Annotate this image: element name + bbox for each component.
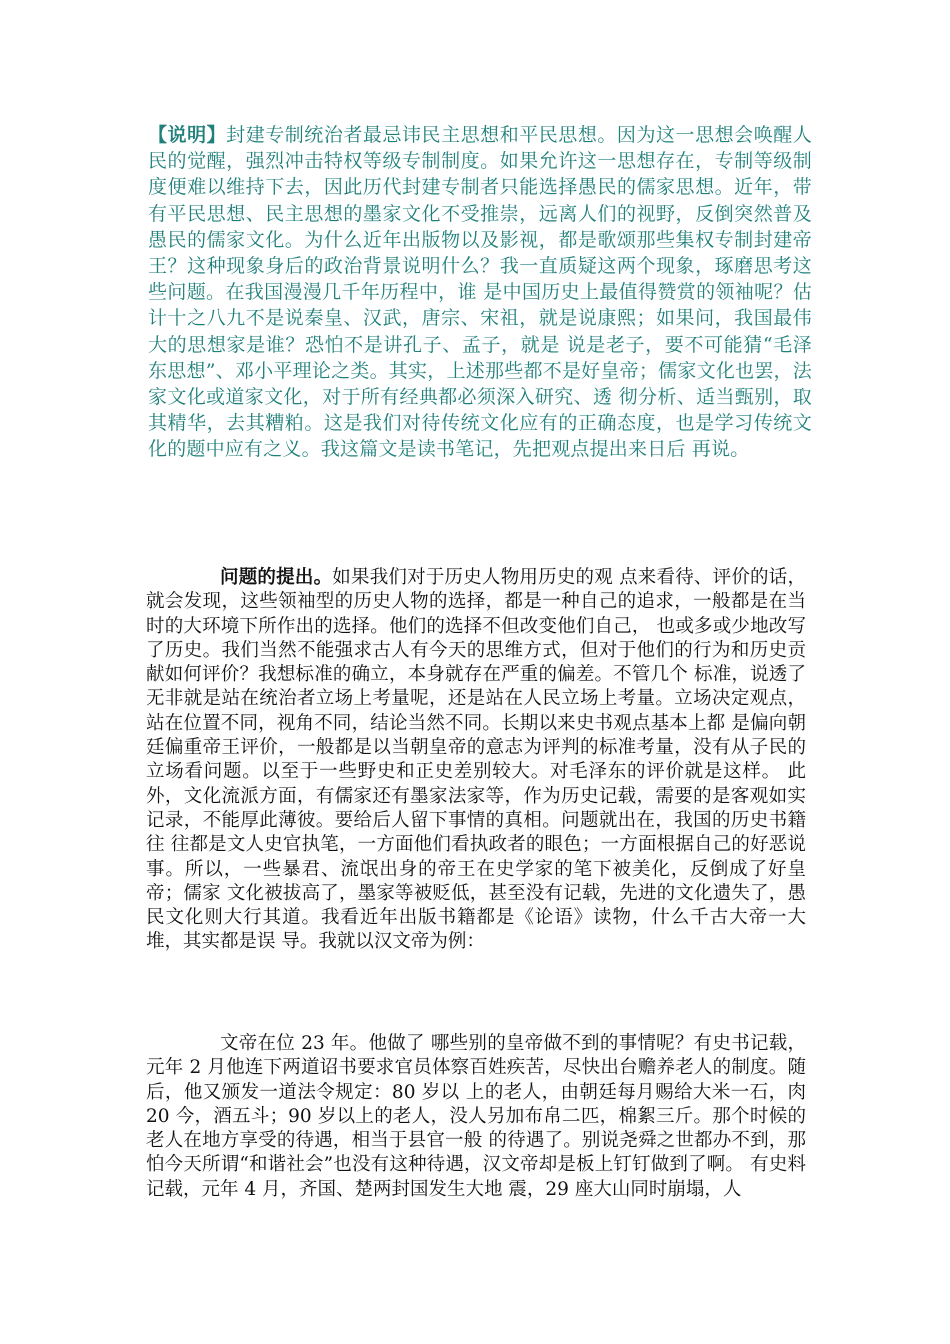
note-text: 封建专制统治者最忌讳民主思想和平民思想。因为这一思想会唤醒人民的觉醒，强烈冲击特权等级专制制度。如果允许这一思想存在，专制等级制度便难以维持下去，因此历代封建专制者只能选择愚民的儒家思想。近年，带有平民思想、民主思想的墨家文化不受推崇，远离人们的视野，反倒突然普及愚民的儒家文化。为什么近年出版物以及影视，都是歌颂那些集权专制封建帝王？这种现象身后的政治背景说明什么？我一直质疑这两个现象，琢磨思考这些问题。在我国漫漫几千年历程中，谁 是中国历史上最值得赞赏的领袖呢？估计十之八九不是说秦皇、汉武，唐宗、宋祖，就是说康熙；如果问，我国最伟大的思想家是谁？恐怕不是讲孔子、孟子，就是 说是老子，要不可能猜“毛泽东思想”、邓小平理论之类。其实，上述那些都不是好皇帝；儒家文化也罢，法家文化或道家文化，对于所有经典都必须深入研究、透 彻分析、适当甄别，取其精华，去其糟粕。这是我们对待传统文化应有的正确态度，也是学习传统文化的题中应有之义。我这篇文是读书笔记，先把观点提出来日后 再说。 (148, 124, 812, 461)
paragraph-text: 如果我们对于历史人物用历史的观 点来看待、评价的话，就会发现，这些领袖型的历史人物的选择，都是一种自己的追求，一般都是在当时的大环境下所作出的选择。他们的选择不但改变他们自己， 也或多或少地改写了历史。我们当然不能强求古人有今天的思维方式，但对于他们的行为和历史贡献如何评价？我想标准的确立，本身就存在严重的偏差。不管几个 标准，说透了无非就是站在统治者立场上考量呢，还是站在人民立场上考量。立场决定观点，站在位置不同，视角不同，结论当然不同。长期以来史书观点基本上都 是偏向朝廷偏重帝王评价，一般都是以当朝皇帝的意志为评判的标准考量，没有从子民的立场看问题。以至于一些野史和正史差别较大。对毛泽东的评价就是这样。 此外，文化流派方面，有儒家还有墨家法家等，作为历史记载，需要的是客观如实记录，不能厚此薄彼。要给后人留下事情的真相。问题就出在，我国的历史书籍往 往都是文人史官执笔，一方面他们看执政者的眼色；一方面根据自己的好恶说事。所以，一些暴君、流氓出身的帝王在史学家的笔下被美化，反倒成了好皇帝；儒家 文化被拔高了，墨家等被贬低，甚至没有记载，先进的文化遗失了，愚民文化则大行其道。我看近年出版书籍都是《论语》读物，什么千古大帝一大堆，其实都是误 导。我就以汉文帝为例： (146, 567, 806, 953)
paragraph-text: 文帝在位 23 年。他做了 哪些别的皇帝做不到的事情呢？有史书记载，元年 2 月他连下两道诏书要求官员体察百姓疾苦，尽快出台赡养老人的制度。随后，他又颁发一道法令规定：80 岁以 上的老人，由朝廷每月赐给大米一石，肉 20 今，酒五斗；90 岁以上的老人，没人另加布帛二匹，棉絮三斤。那个时候的老人在地方享受的待遇，相当于县官一般 的待遇了。别说尧舜之世都办不到，那怕今天所谓“和谐社会”也没有这种待遇，汉文帝却是板上钉钉做到了啊。 有史料记载，元年 4 月，齐国、楚两封国发生大地 震，29 座大山同时崩塌，人 (146, 1033, 806, 1200)
paragraph-problem-statement (146, 566, 806, 955)
paragraph-emperor-wen (146, 1032, 806, 1202)
section-heading: 问题的提出。 (220, 567, 333, 588)
editor-note (148, 122, 812, 463)
note-tag: 【说明】 (148, 124, 227, 146)
